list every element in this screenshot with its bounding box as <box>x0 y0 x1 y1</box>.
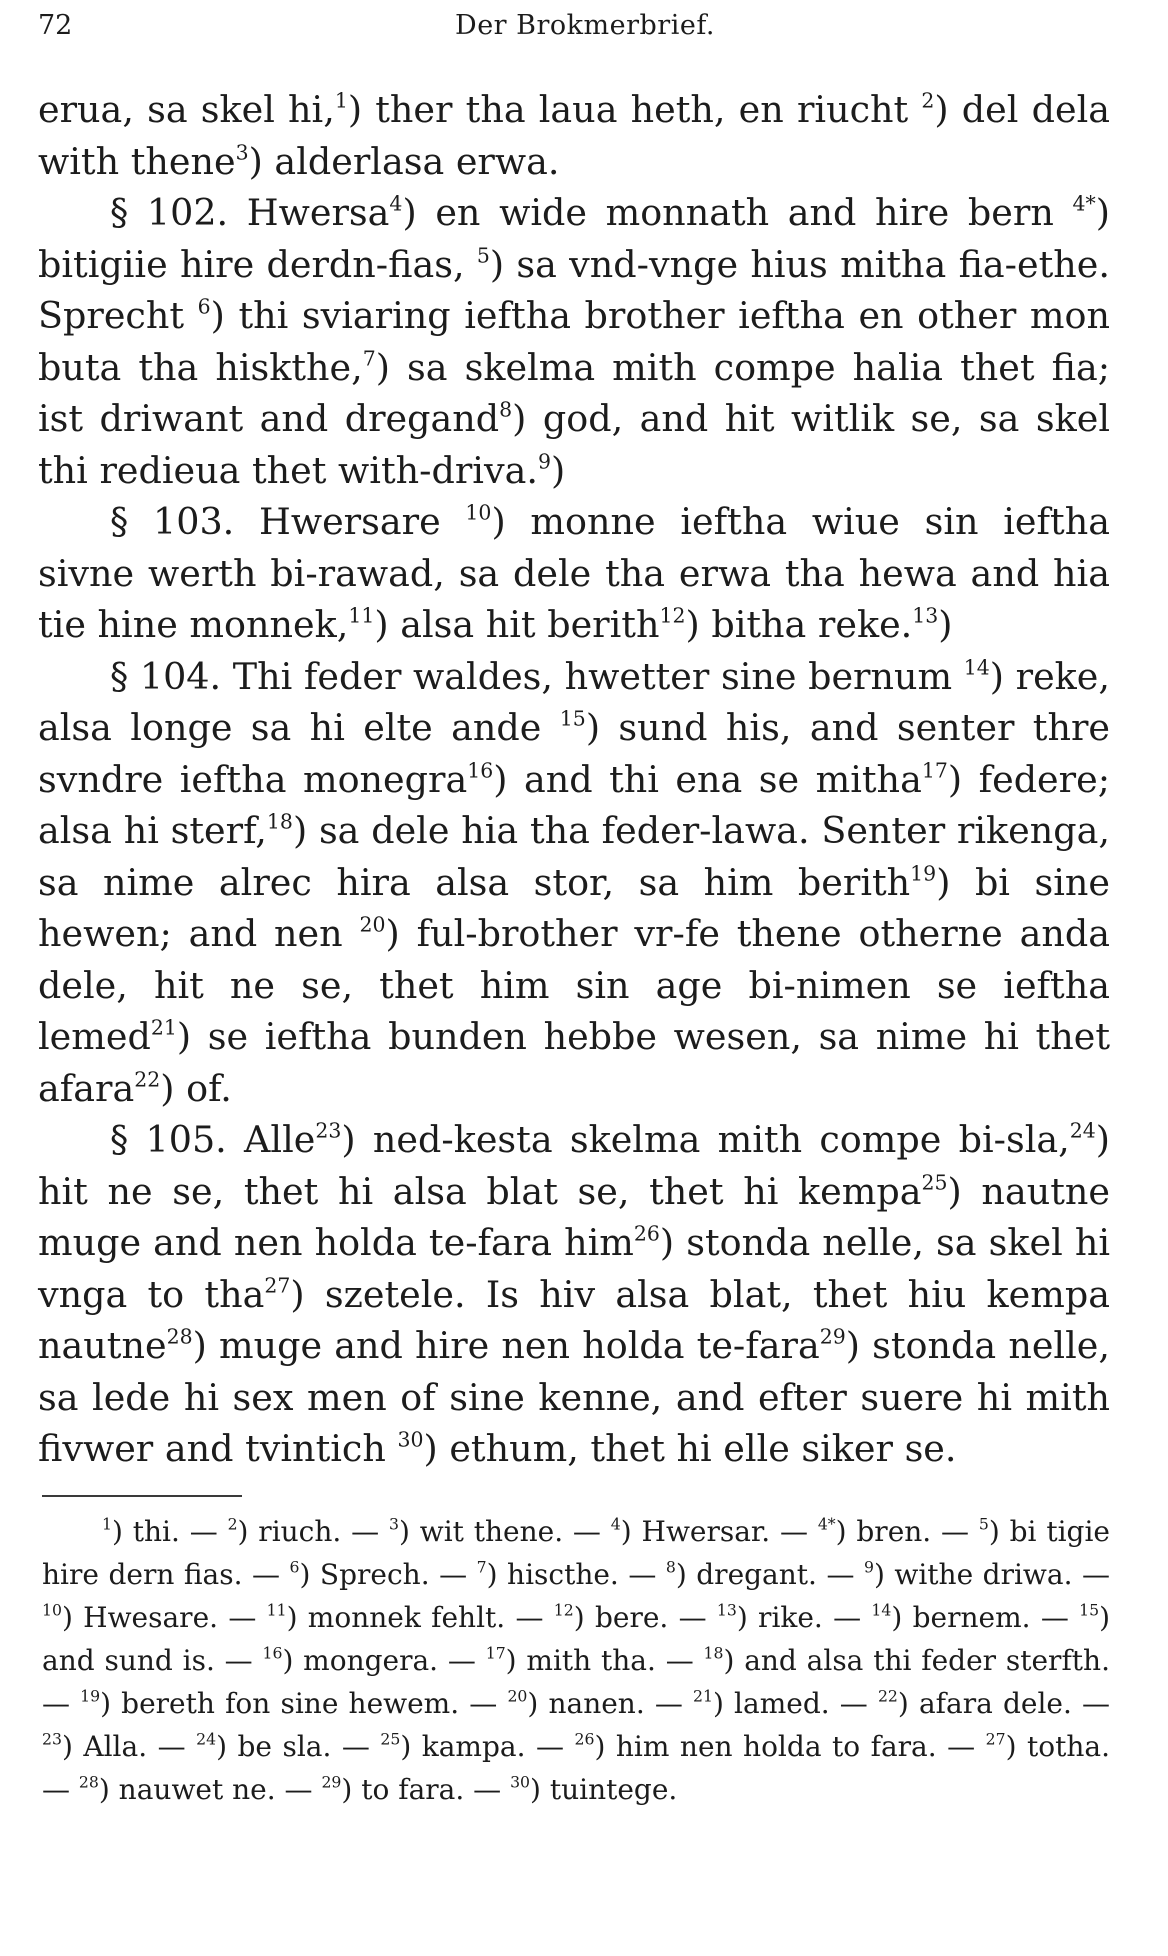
footnote-ref: 7 <box>362 345 376 370</box>
text-run: ) mith tha. — <box>505 1644 704 1677</box>
footnote-ref: 2 <box>227 1514 238 1534</box>
footnote-ref: 9 <box>537 448 551 473</box>
text-run: ) of. <box>160 1066 232 1110</box>
footnote-ref: 12 <box>553 1600 574 1620</box>
footnote-ref: 11 <box>348 603 375 628</box>
text-run: ) ned-kesta skelma mith compe bi-sla, <box>341 1118 1070 1161</box>
footnote-ref: 16 <box>467 757 494 782</box>
text-run: ) riuch. — <box>237 1515 389 1548</box>
text-run: ) bi tigie hire dern fias. — <box>42 1515 1110 1591</box>
footnote-ref: 24 <box>196 1729 217 1749</box>
text-run: ) bitigiie hire derdn-fias, <box>38 191 1110 286</box>
footnote-ref: 30 <box>510 1772 531 1792</box>
text-run: ) ful-brother vr-fe thene otherne anda dele, hit ne se, thet him sin age bi-nimen se ieftha lemed <box>38 912 1110 1058</box>
footnote-ref: 16 <box>262 1643 283 1663</box>
text-run: ) federe; alsa hi sterf, <box>38 757 1111 852</box>
text-run: ) Hwersar. — <box>620 1515 818 1548</box>
footnote-ref: 22 <box>134 1066 161 1091</box>
footnote-ref: 23 <box>42 1729 62 1749</box>
text-run: ) god, and hit witlik se, sa skel thi redieua thet with-driva. <box>38 397 1110 492</box>
footnote-ref: 25 <box>380 1729 401 1749</box>
footnote-ref: 5 <box>476 242 490 267</box>
footnote-ref: 14 <box>963 654 990 679</box>
footnote-ref: 13 <box>716 1600 737 1620</box>
text-run: ) hiscthe. — <box>486 1558 666 1591</box>
text-run: ) kampa. — <box>400 1730 575 1763</box>
footnote-ref: 15 <box>1079 1600 1100 1620</box>
footnote-block <box>42 1510 1110 1811</box>
footnote-ref: 1 <box>102 1514 112 1534</box>
section-103 <box>38 496 1110 651</box>
text-run: ) hit ne se, thet hi alsa blat se, thet hi kempa <box>38 1118 1111 1213</box>
footnote-ref: 26 <box>574 1729 595 1749</box>
section-104 <box>38 651 1110 1115</box>
text-run: ) Hwesare. — <box>61 1601 267 1634</box>
footnote-ref: 20 <box>507 1686 528 1706</box>
footnote-ref: 27 <box>264 1272 291 1297</box>
text-run: ) afara dele. — <box>897 1687 1111 1720</box>
text-run: ) stonda nelle, sa skel hi vnga to tha <box>38 1221 1111 1316</box>
text-run: ) sa dele hia tha feder-lawa. Senter rikenga, sa nime alrec hira alsa stor, sa him berith <box>38 809 1110 904</box>
section-102 <box>38 187 1110 496</box>
footnote-ref: 30 <box>397 1427 424 1452</box>
footnote-ref: 6 <box>289 1557 300 1577</box>
text-run: ) him nen holda to fara. — <box>594 1730 986 1763</box>
footnote-ref: 25 <box>921 1169 948 1194</box>
footnote-ref: 19 <box>80 1686 101 1706</box>
text-run: ) and thi ena se mitha <box>493 757 922 801</box>
footnote-ref: 1 <box>334 88 348 113</box>
text-run: ) bitha reke. <box>685 603 913 646</box>
text-run: ) sa vnd-vnge hius mitha fia-ethe. Sprecht <box>38 242 1110 337</box>
footnote-ref: 23 <box>315 1118 342 1143</box>
footnote-ref: 3 <box>388 1514 399 1534</box>
text-run: ) wit thene. — <box>398 1515 611 1548</box>
text-run: ) Sprech. — <box>299 1558 477 1591</box>
text-run: ) and sund is. — <box>42 1601 1110 1677</box>
text-run: ) withe driwa. — <box>873 1558 1110 1591</box>
footnote-ref: 17 <box>921 757 948 782</box>
text-run: ) en wide monnath and hire bern <box>402 191 1073 234</box>
text-run: ) thi sviaring ieftha brother ieftha en other mon buta tha hiskthe, <box>38 294 1110 389</box>
footnote-ref: 26 <box>633 1221 660 1246</box>
text-run: ) sa skelma mith compe halia thet fia; ist driwant and dregand <box>38 345 1110 440</box>
footnote-ref: 29 <box>819 1324 846 1349</box>
text-run: ) tuintege. <box>530 1773 678 1806</box>
text-run: ) lamed. — <box>712 1687 878 1720</box>
footnote-ref: 9 <box>863 1557 874 1577</box>
text-run: ) alsa hit berith <box>374 603 660 646</box>
footnote-ref: 14 <box>871 1600 892 1620</box>
text-run: ) szetele. Is hiv alsa blat, thet hiu kempa nautne <box>38 1272 1110 1367</box>
footnote-ref: 7 <box>476 1557 487 1577</box>
text-run: ) monnek fehlt. — <box>286 1601 554 1634</box>
footnote-ref: 4 <box>389 191 403 216</box>
text-run: ) ther tha laua heth, en riucht <box>347 88 922 131</box>
footnote-ref: 18 <box>266 809 293 834</box>
footnote-ref: 28 <box>166 1324 193 1349</box>
text-run: § 102. Hwersa <box>110 191 390 234</box>
section-105 <box>38 1114 1110 1475</box>
text-run: § 105. Alle <box>110 1118 316 1161</box>
text-run: ) monne ieftha wiue sin ieftha sivne werth bi-rawad, sa dele tha erwa tha hewa and hia tie hine monnek, <box>38 500 1110 646</box>
text-run: ) and alsa thi feder sterfth. — <box>42 1644 1110 1720</box>
paragraph-continuation <box>38 84 1110 187</box>
footnote-ref: 22 <box>877 1686 898 1706</box>
text-run: ) bren. — <box>835 1515 979 1548</box>
footnote-ref: 10 <box>42 1600 62 1620</box>
footnote-ref: 20 <box>359 912 386 937</box>
footnote-ref: 18 <box>703 1643 724 1663</box>
text-run: ) nanen. — <box>527 1687 694 1720</box>
footnote-ref: 15 <box>559 706 586 731</box>
footnote-ref: 27 <box>985 1729 1006 1749</box>
footnote-ref: 17 <box>485 1643 506 1663</box>
text-run: ) <box>938 603 953 646</box>
footnotes <box>42 1510 1110 1811</box>
text-run: ) ethum, thet hi elle siker se. <box>423 1427 957 1470</box>
text-run: ) bi sine hewen; and nen <box>38 860 1110 955</box>
footnote-ref: 28 <box>78 1772 99 1792</box>
footnote-ref: 6 <box>197 294 211 319</box>
text-run: ) sund his, and senter thre svndre ieftha monegra <box>38 706 1110 801</box>
footnote-ref: 21 <box>150 1015 177 1040</box>
text-run: ) bere. — <box>573 1601 717 1634</box>
footnote-ref: 5 <box>978 1514 989 1534</box>
text-run: erua, sa skel hi, <box>38 88 335 131</box>
text-run: ) alderlasa erwa. <box>248 139 560 183</box>
footnote-ref: 24 <box>1069 1118 1096 1143</box>
text-run: ) Alla. — <box>61 1730 197 1763</box>
text-run: ) rike. — <box>736 1601 872 1634</box>
footnote-ref: 13 <box>912 603 939 628</box>
footnote-ref: 11 <box>266 1600 287 1620</box>
footnote-ref: 8 <box>499 397 513 422</box>
text-run: ) bernem. — <box>891 1601 1080 1634</box>
text-run: ) totha. — <box>42 1730 1111 1806</box>
text-run: ) nautne muge and nen holda te-fara him <box>38 1169 1110 1264</box>
text-run: ) se ieftha bunden hebbe wesen, sa nime hi thet afara <box>38 1015 1110 1110</box>
footnote-ref: 21 <box>693 1686 713 1706</box>
main-text <box>38 84 1110 1475</box>
text-run: ) be sla. — <box>216 1730 381 1763</box>
text-run: ) muge and hire nen holda te-fara <box>192 1324 820 1367</box>
footnote-ref: 4* <box>1072 191 1096 216</box>
footnote-ref: 10 <box>465 500 492 525</box>
text-run: § 104. Thi feder waldes, hwetter sine bernum <box>110 654 964 698</box>
footnote-ref: 2 <box>921 88 935 113</box>
text-run: ) to fara. — <box>341 1773 511 1806</box>
footnote-rule <box>42 1495 242 1497</box>
page-header <box>38 10 1132 50</box>
text-run: ) dregant. — <box>675 1558 864 1591</box>
text-run: ) stonda nelle, sa lede hi sex men of sine kenne, and efter suere hi mith fivwer and tvintich <box>38 1324 1110 1470</box>
text-run: ) mongera. — <box>282 1644 486 1677</box>
text-run: ) nauwet ne. — <box>98 1773 322 1806</box>
text-run: ) thi. — <box>111 1515 228 1548</box>
footnote-ref: 19 <box>910 860 937 885</box>
text-run: ) del dela with thene <box>38 88 1111 183</box>
running-title: Der Brokmerbrief. <box>455 10 715 41</box>
text-run: ) bereth fon sine hewem. — <box>100 1687 508 1720</box>
footnote-ref: 29 <box>321 1772 342 1792</box>
footnote-ref: 3 <box>235 139 249 164</box>
text-run: ) reke, alsa longe sa hi elte ande <box>38 654 1110 749</box>
footnote-ref: 12 <box>659 603 686 628</box>
footnote-ref: 4* <box>817 1514 836 1534</box>
text-run: § 103. Hwersare <box>110 500 466 543</box>
footnote-ref: 8 <box>665 1557 676 1577</box>
page-number: 72 <box>38 10 73 41</box>
text-run: ) <box>550 448 566 492</box>
footnote-ref: 4 <box>610 1514 621 1534</box>
